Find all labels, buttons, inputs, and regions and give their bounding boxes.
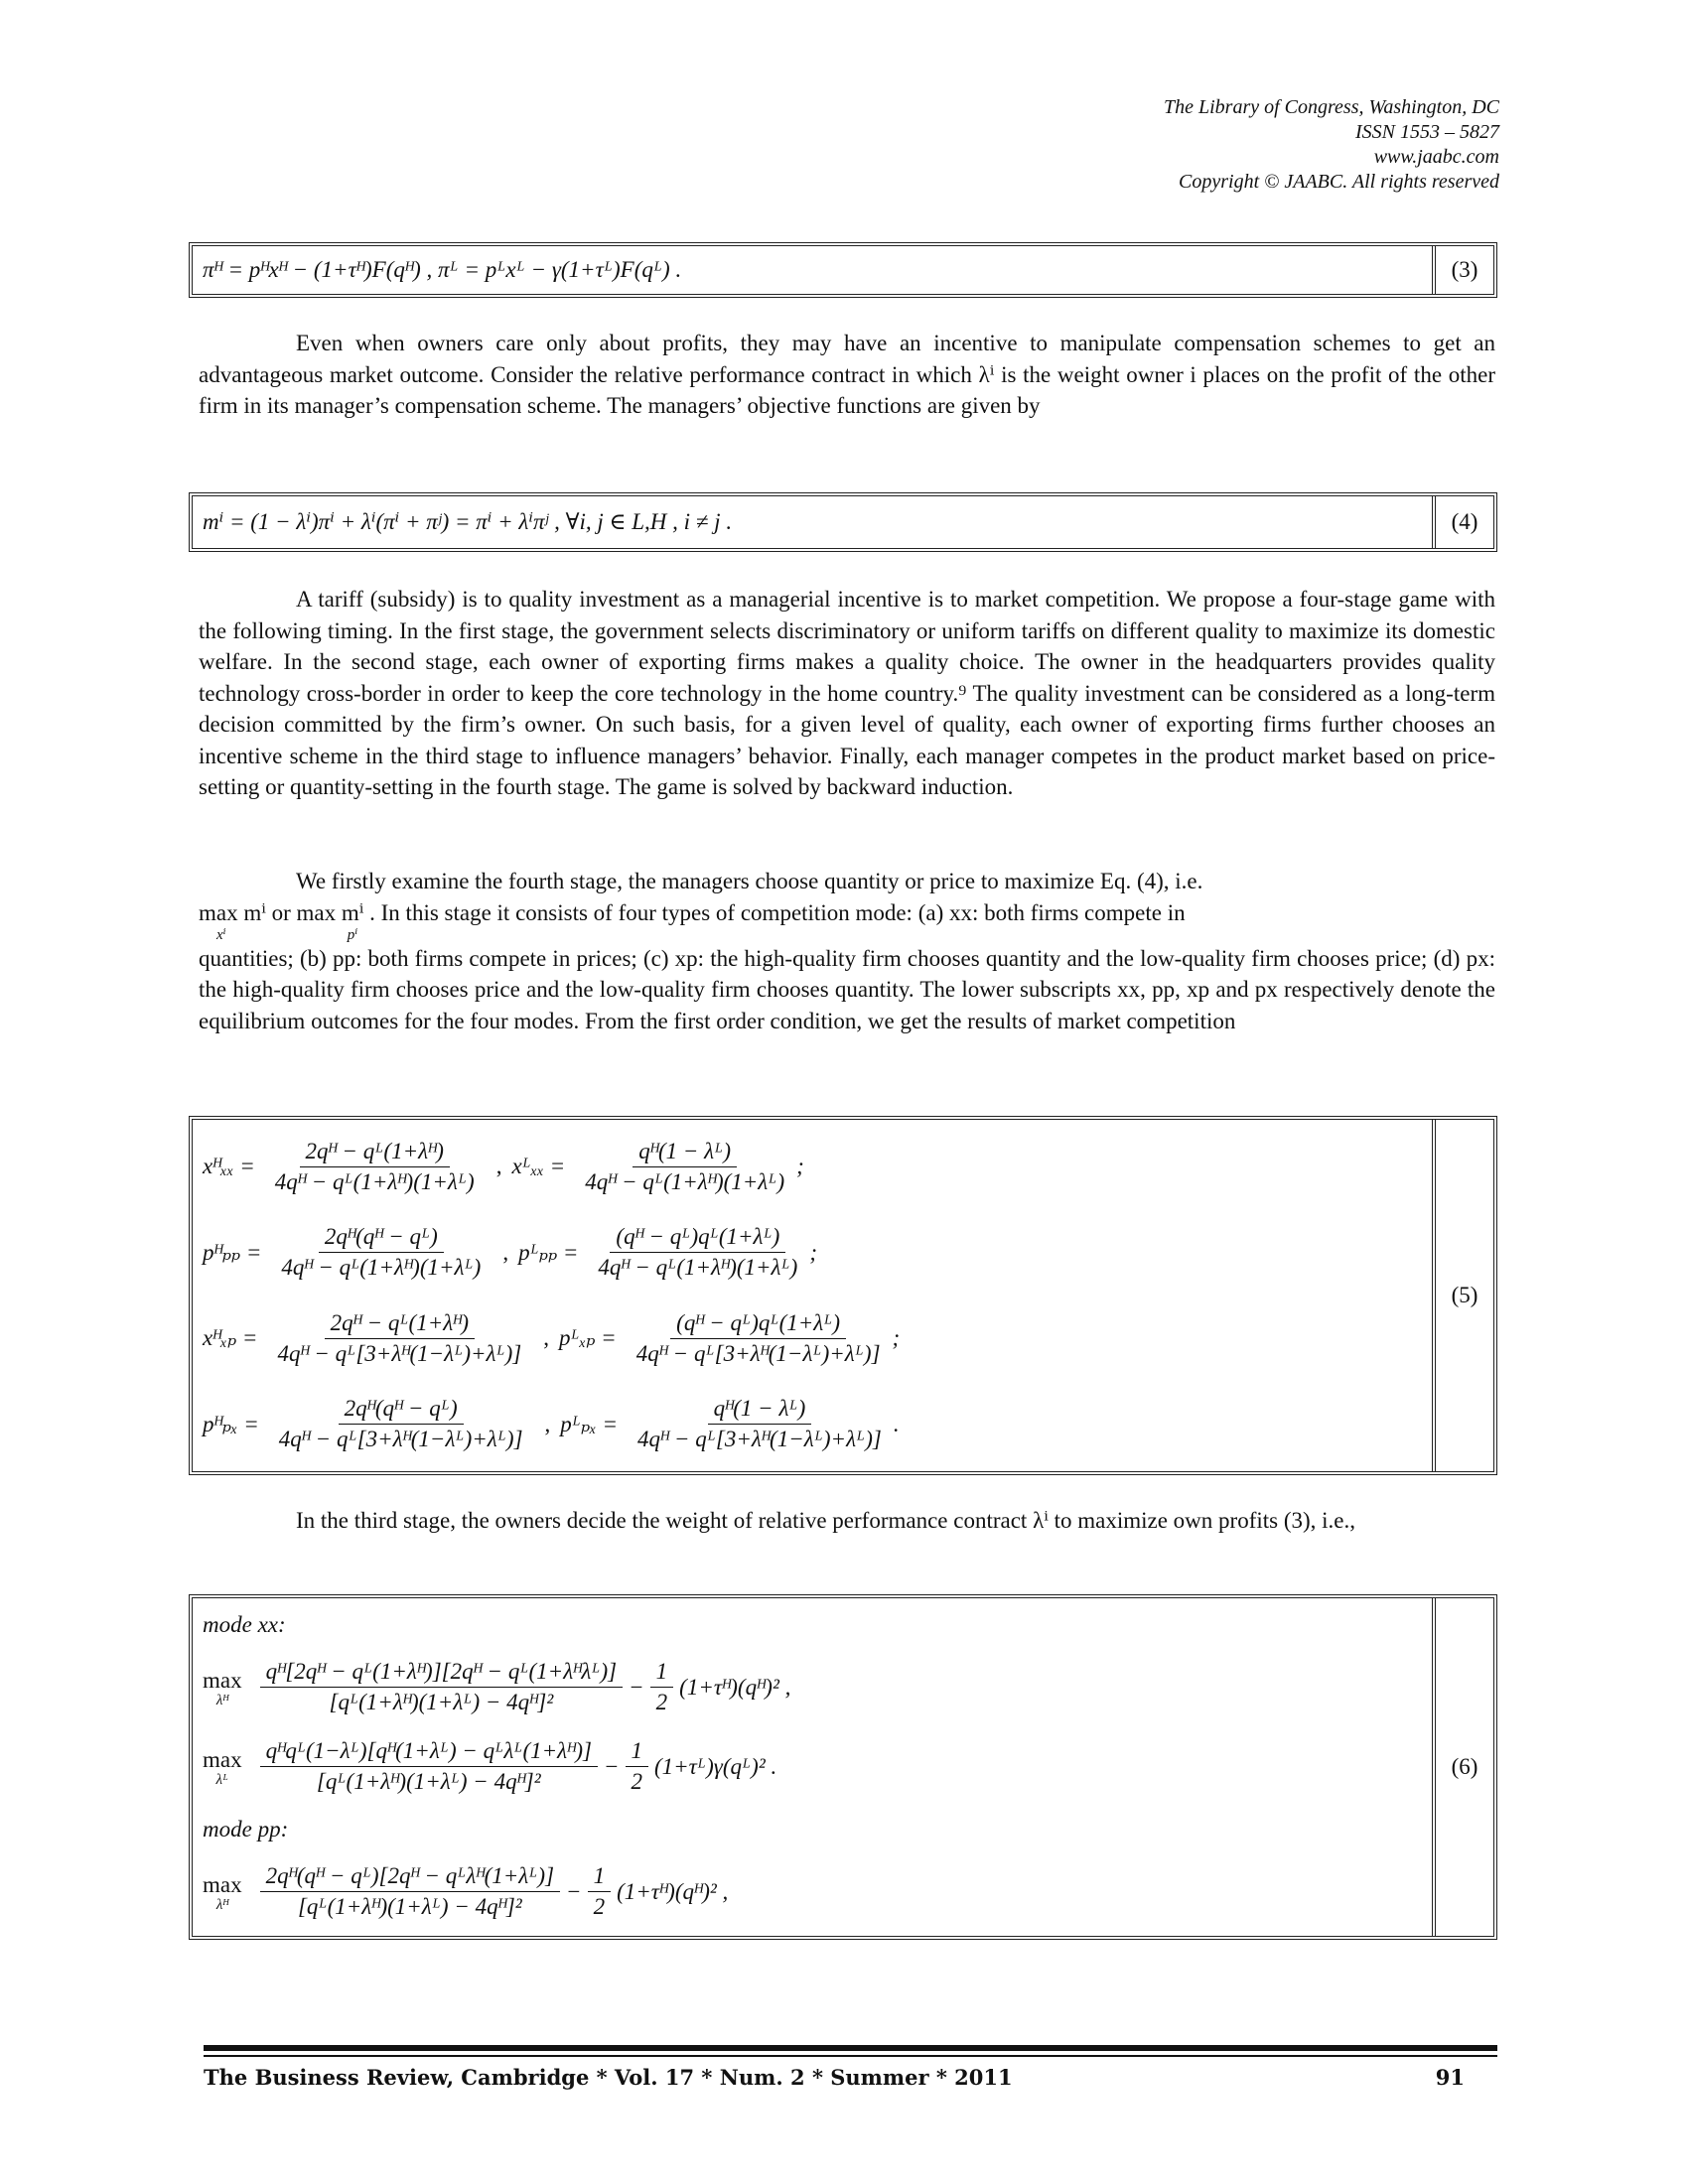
equation-row: pᴴₚₚ = $\frac{\text{2qᴴ(qᴴ − qᴸ)}}{\text{4qᴴ − qᴸ(1+λᴴ)(1+λᴸ)}}$ , pᴸₚₚ = $\frac{\text{(qᴴ − qᴸ)qᴸ(1+λᴸ)}}{\text{4qᴴ − qᴸ(1+λᴴ)(1+λᴸ)}}$ ; (203, 1224, 818, 1281)
paragraph-text: We firstly examine the fourth stage, the managers choose quantity or price to maximize Eq. (4), i.e. (296, 869, 1203, 893)
numerator: 2qᴴ − qᴸ(1+λᴴ) (300, 1139, 450, 1167)
numerator: 1 (650, 1659, 674, 1688)
equation-lhs: pᴴₚₚ = (203, 1239, 262, 1265)
denominator: 2 (631, 1769, 642, 1795)
denominator: 4qᴴ − qᴸ[3+λᴴ(1−λᴸ)+λᴸ)] (278, 1427, 523, 1452)
equation-lhs: xᴴₓₚ = (203, 1325, 258, 1351)
paragraph (199, 1505, 1495, 1537)
equation-tail: (1+τᴴ)(qᴴ)² , (679, 1674, 791, 1700)
numerator: (qᴴ − qᴸ)qᴸ(1+λᴸ) (610, 1224, 785, 1253)
equation-number: (4) (1451, 509, 1478, 534)
equation-row: max λᴸ $\frac{\text{qᴴqᴸ(1−λᴸ)[qᴴ(1+λᴸ) − qᴸλᴸ(1+λᴴ)]}}{\text{[qᴸ(1+λᴴ)(1+λᴸ) − 4qᴴ]²}}$ − $\frac{1}{2}$ (1+τᴸ)γ(qᴸ)² . (203, 1738, 777, 1795)
equation-lhs: pᴴₚₓ = (203, 1411, 259, 1436)
paragraph-text: max mⁱ or max mⁱ . In this stage it consists of four types of competition mode: (a) xx: both firms compete in (199, 899, 1186, 925)
numerator: qᴴ(1 − λᴸ) (708, 1396, 812, 1425)
numerator: qᴴ[2qᴴ − qᴸ(1+λᴴ)][2qᴴ − qᴸ(1+λᴴλᴸ)] (260, 1659, 624, 1688)
numerator: 1 (626, 1738, 649, 1767)
header-line: www.jaabc.com (1373, 146, 1499, 168)
denominator: 4qᴴ − qᴸ(1+λᴴ)(1+λᴸ) (281, 1255, 482, 1281)
equation-end: . (893, 1411, 900, 1436)
fraction (579, 1139, 790, 1195)
equation-5 (193, 1120, 1436, 1471)
equation-row: max λᴴ $\frac{\text{2qᴴ(qᴴ − qᴸ)[2qᴴ − qᴸλᴴ(1+λᴸ)]}}{\text{[qᴸ(1+λᴴ)(1+λᴸ) − 4qᴴ]²}}$ − $\frac{1}{2}$ (1+τᴴ)(qᴴ)² , (203, 1863, 729, 1920)
equation-6-box (189, 1594, 1497, 1940)
paragraph-text: quantities; (b) pp: both firms compete in prices; (c) xp: the high-quality firm chooses quantity and the low-quality firm chooses price; (d) px: the high-quality firm chooses price and the low-quality firm chooses quantity. The lower subscripts xx, pp, xp and px respectively denote the equilibrium outcomes for the four modes. From the first order condition, we get the results of market competition (199, 945, 1495, 1033)
denominator: 2 (655, 1690, 668, 1715)
equation-end: ; (796, 1154, 804, 1179)
numerator: qᴴ(1 − λᴸ) (633, 1139, 737, 1167)
denominator: 4qᴴ − qᴸ[3+λᴴ(1−λᴸ)+λᴸ)] (635, 1340, 881, 1366)
paragraph (199, 584, 1495, 803)
fraction (273, 1396, 529, 1452)
equation-lhs: xᴸₓₓ = (511, 1154, 566, 1179)
equation-end: ; (892, 1325, 901, 1351)
denominator: 4qᴴ − qᴸ(1+λᴴ)(1+λᴸ) (274, 1168, 475, 1194)
equation-row: xᴴₓₓ = $\frac{\text{2qᴴ − qᴸ(1+λᴴ)}}{\text{4qᴴ − qᴸ(1+λᴴ)(1+λᴸ)}}$ , xᴸₓₓ = $\frac{\text{qᴴ(1 − λᴸ)}}{\text{4qᴴ − qᴸ(1+λᴴ)(1+λᴸ)}}$ ; (203, 1138, 804, 1194)
max-label: max (203, 1871, 242, 1897)
equation-6 (193, 1598, 1436, 1936)
equation-lhs: pᴸₚₚ = (518, 1239, 579, 1265)
numerator: qᴴqᴸ(1−λᴸ)[qᴴ(1+λᴸ) − qᴸλᴸ(1+λᴴ)] (260, 1738, 598, 1767)
mode-label: mode pp: (203, 1816, 289, 1842)
max-operator (203, 1747, 242, 1787)
max-subscript: λᴸ (215, 1771, 229, 1788)
equation-lhs: pᴸₓₚ = (559, 1325, 617, 1351)
numerator: 2qᴴ(qᴴ − qᴸ) (339, 1396, 464, 1425)
numerator: 1 (588, 1863, 612, 1892)
equation-lhs: xᴴₓₓ = (203, 1154, 255, 1179)
equation-3-box (189, 242, 1497, 298)
equation-number: (3) (1451, 257, 1478, 282)
denominator: 4qᴴ − qᴸ(1+λᴴ)(1+λᴸ) (585, 1168, 785, 1194)
equation-end: ; (809, 1239, 818, 1265)
denominator: [qᴸ(1+λᴴ)(1+λᴸ) − 4qᴴ]² (329, 1690, 554, 1715)
fraction (260, 1863, 560, 1920)
fraction (260, 1659, 624, 1715)
paragraph (199, 328, 1495, 422)
equation-number: (6) (1451, 1754, 1478, 1779)
denominator: 4qᴴ − qᴸ[3+λᴴ(1−λᴸ)+λᴸ)] (637, 1427, 882, 1452)
max-subscript: xⁱ (216, 927, 226, 943)
equation-number: (5) (1451, 1283, 1478, 1307)
paragraph (199, 866, 1495, 1036)
fraction (271, 1310, 527, 1367)
page-number: 91 (1435, 2065, 1465, 2090)
denominator: [qᴸ(1+λᴴ)(1+λᴸ) − 4qᴴ]² (316, 1769, 541, 1795)
equation-lhs: pᴸₚₓ = (560, 1411, 618, 1436)
denominator: 4qᴴ − qᴸ[3+λᴴ(1−λᴸ)+λᴸ)] (277, 1340, 522, 1366)
max-subscript: λᴴ (215, 1692, 228, 1708)
header-line: ISSN 1553 – 5827 (1355, 121, 1499, 143)
fraction (650, 1659, 674, 1715)
fraction (626, 1738, 649, 1795)
header-line: The Library of Congress, Washington, DC (1163, 96, 1499, 118)
equation-3: πᴴ = pᴴxᴴ − (1+τᴴ)F(qᴴ) , πᴸ = pᴸxᴸ − γ(1+τᴸ)F(qᴸ) . (193, 246, 1436, 294)
equation-row: xᴴₓₚ = $\frac{\text{2qᴴ − qᴸ(1+λᴴ)}}{\text{4qᴴ − qᴸ[3+λᴴ(1−λᴸ)+λᴸ)]}}$ , pᴸₓₚ = $\frac{\text{(qᴴ − qᴸ)qᴸ(1+λᴸ)}}{\text{4qᴴ − qᴸ[3+λᴴ(1−λᴸ)+λᴸ)]}}$ ; (203, 1309, 901, 1366)
fraction (275, 1224, 487, 1281)
fraction (592, 1224, 803, 1281)
max-operator (203, 1668, 242, 1707)
max-label: max (203, 1667, 242, 1693)
denominator: [qᴸ(1+λᴴ)(1+λᴸ) − 4qᴴ]² (297, 1894, 522, 1920)
fraction (588, 1863, 612, 1920)
header-line: Copyright © JAABC. All rights reserved (1179, 171, 1499, 193)
max-operator (203, 1872, 242, 1912)
paragraph-text: A tariff (subsidy) is to quality investment as a managerial incentive is to market competition. We propose a four-stage game with the following timing. In the first stage, the government selects discriminatory or uniform tariffs on different quality to maximize its domestic welfare. In the second stage, each owner of exporting firms makes a quality choice. The owner in the headquarters provides quality technology cross-border in order to keep the core technology in the home country.⁹ The quality investment can be considered as a long-term decision committed by the firm’s owner. On such basis, for a given level of quality, each owner of exporting firms further chooses an incentive scheme in the third stage to influence managers’ behavior. Finally, each manager competes in the product market based on price-setting or quantity-setting in the fourth stage. The game is solved by backward induction. (199, 587, 1495, 799)
equation-row: max λᴴ $\frac{\text{qᴴ[2qᴴ − qᴸ(1+λᴴ)][2qᴴ − qᴸ(1+λᴴλᴸ)]}}{\text{[qᴸ(1+λᴴ)(1+λᴸ) − 4qᴴ]²}}$ − $\frac{1}{2}$ (1+τᴴ)(qᴴ)² , (203, 1659, 791, 1715)
denominator: 2 (593, 1894, 606, 1920)
max-subscript: pⁱ (347, 927, 358, 943)
footer-rule (204, 2055, 1497, 2057)
max-label: max (203, 1746, 242, 1772)
equation-4-box (189, 492, 1497, 552)
numerator: (qᴴ − qᴸ)qᴸ(1+λᴸ) (670, 1310, 846, 1339)
journal-header (1164, 95, 1499, 195)
numerator: 2qᴴ(qᴴ − qᴸ) (319, 1224, 444, 1253)
footer-journal: The Business Review, Cambridge * Vol. 17 * Num. 2 * Summer * 2011 (204, 2065, 1013, 2090)
fraction (631, 1310, 887, 1367)
numerator: 2qᴴ − qᴸ(1+λᴴ) (325, 1310, 475, 1339)
paragraph-text: In the third stage, the owners decide the weight of relative performance contract λⁱ to maximize own profits (3), i.e., (296, 1508, 1356, 1533)
equation-tail: (1+τᴴ)(qᴴ)² , (617, 1878, 729, 1904)
equation-row: pᴴₚₓ = $\frac{\text{2qᴴ(qᴴ − qᴸ)}}{\text{4qᴴ − qᴸ[3+λᴴ(1−λᴸ)+λᴸ)]}}$ , pᴸₚₓ = $\frac{\text{qᴴ(1 − λᴸ)}}{\text{4qᴴ − qᴸ[3+λᴴ(1−λᴸ)+λᴸ)]}}$ . (203, 1396, 900, 1452)
fraction (260, 1738, 598, 1795)
equation-4: mⁱ = (1 − λⁱ)πⁱ + λⁱ(πⁱ + πʲ) = πⁱ + λⁱπʲ , ∀i, j ∈ L,H , i ≠ j . (193, 496, 1436, 548)
paragraph-text: Even when owners care only about profits, they may have an incentive to manipulate compensation schemes to get an advantageous market outcome. Consider the relative performance contract in which λⁱ is the weight owner i places on the profit of the other firm in its manager’s compensation scheme. The managers’ objective functions are given by (199, 331, 1495, 418)
denominator: 4qᴴ − qᴸ(1+λᴴ)(1+λᴸ) (598, 1255, 798, 1281)
mode-label: mode xx: (203, 1611, 286, 1637)
footer-rule (204, 2045, 1497, 2051)
max-subscript: λᴴ (215, 1896, 228, 1913)
fraction (632, 1396, 888, 1452)
fraction (269, 1139, 481, 1195)
equation-5-box (189, 1116, 1497, 1475)
paragraph-max-line (199, 897, 1495, 943)
numerator: 2qᴴ(qᴴ − qᴸ)[2qᴴ − qᴸλᴴ(1+λᴸ)] (260, 1863, 560, 1892)
equation-tail: (1+τᴸ)γ(qᴸ)² . (654, 1753, 777, 1779)
